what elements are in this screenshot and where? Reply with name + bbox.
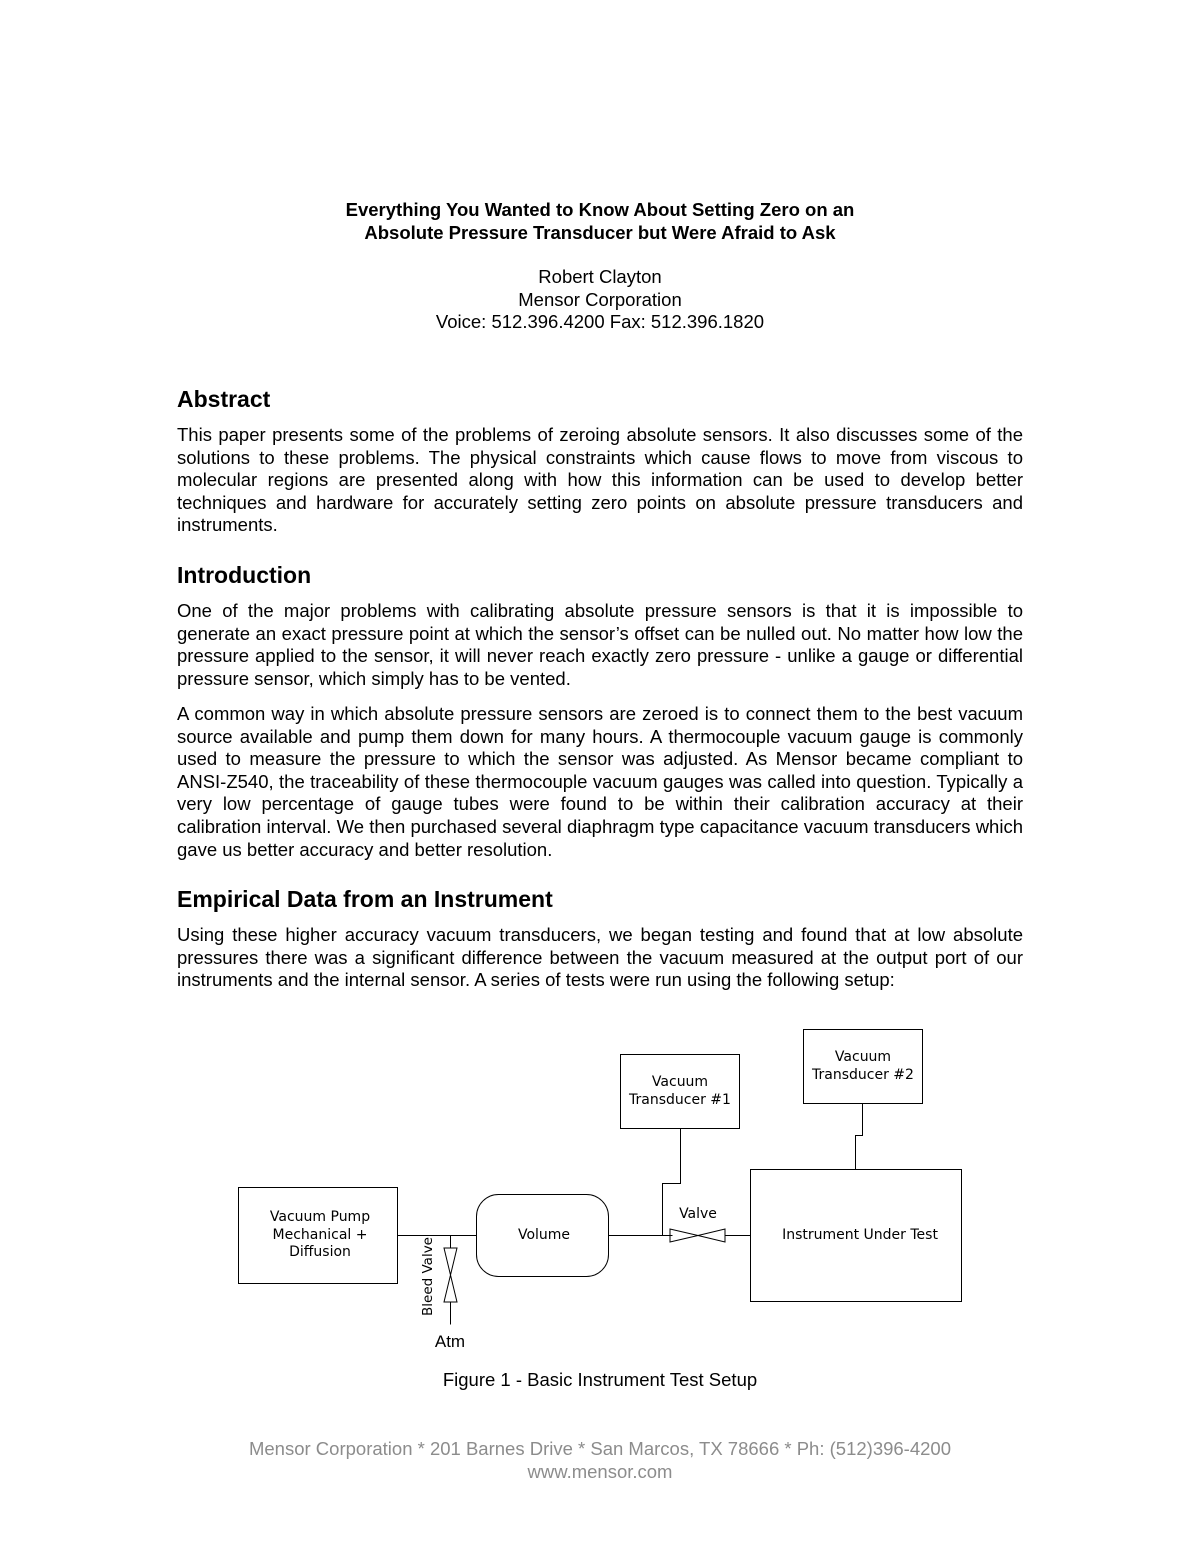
volume-label: Volume: [517, 1227, 571, 1243]
abstract-text: This paper presents some of the problems of zeroing absolute sensors. It also discusses some of the solutions to these problems. The physical constraints which cause flows to move from viscous to molecular regions are presented along with how this information can be used to develop better techniques and hardware for accurately setting zero points on absolute pressure transducers and instruments.: [177, 424, 1023, 536]
transducer-2-label-2: Transducer #2: [812, 1067, 914, 1083]
introduction-heading: Introduction: [177, 562, 312, 588]
pump-label-2: Mechanical +: [272, 1227, 368, 1243]
paper-title: [0, 198, 1200, 244]
figure-caption: Figure 1 - Basic Instrument Test Setup: [442, 1369, 758, 1390]
title-line-1: Everything You Wanted to Know About Setting Zero on an: [345, 199, 855, 220]
empirical-text: Using these higher accuracy vacuum transducers, we began testing and found that at low absolute pressures there was a significant difference between the vacuum measured at the output port of our instruments and the internal sensor. A series of tests were run using the following setup:: [177, 924, 1023, 991]
empirical-heading: Empirical Data from an Instrument: [177, 886, 553, 912]
footer-address: Mensor Corporation * 201 Barnes Drive * San Marcos, TX 78666 * Ph: (512)396-4200: [248, 1438, 951, 1459]
transducer-1-label-2: Transducer #1: [629, 1092, 731, 1108]
page-footer: [0, 1438, 1200, 1483]
valve-right: [698, 1229, 725, 1242]
transducer-1-label-1: Vacuum: [651, 1074, 709, 1090]
abstract-heading: Abstract: [177, 386, 271, 412]
author-contact: Voice: 512.396.4200 Fax: 512.396.1820: [435, 311, 765, 332]
pipe-transducer-1: [663, 1129, 681, 1236]
diagram-svg: [0, 1020, 1200, 1360]
author-block: [0, 266, 1200, 334]
bleed-valve-upper: [444, 1248, 457, 1275]
instrument-label: Instrument Under Test: [782, 1227, 938, 1243]
footer-website: www.mensor.com: [527, 1460, 673, 1482]
pump-label-1: Vacuum Pump: [269, 1209, 371, 1225]
transducer-2-label-1: Vacuum: [834, 1049, 892, 1065]
bleed-valve-lower: [444, 1275, 457, 1302]
atm-label: Atm: [434, 1332, 466, 1351]
bleed-valve-label: Bleed Valve: [420, 1237, 436, 1316]
author-organization: Mensor Corporation: [518, 288, 682, 310]
introduction-paragraph-1: One of the major problems with calibrating absolute pressure sensors is that it is impossible to generate an exact pressure point at which the sensor’s offset can be nulled out. No matter how low the pressure applied to the sensor, it will never reach exactly zero pressure - unlike a gauge or differential pressure sensor, which simply has to be vented.: [177, 600, 1023, 689]
pump-label-3: Diffusion: [289, 1244, 351, 1260]
pipe-transducer-2: [856, 1104, 863, 1170]
introduction-paragraph-2: A common way in which absolute pressure sensors are zeroed is to connect them to the best vacuum source available and pump them down for many hours. A thermocouple vacuum gauge is commonly used to measure the pressure to which the sensor was adjusted. As Mensor became compliant to ANSI-Z540, the traceability of these thermocouple vacuum gauges was called into question. Typically a very low percentage of gauge tubes were found to be within their calibration accuracy at their calibration interval. We then purchased several diaphragm type capacitance vacuum transducers which gave us better accuracy and better resolution.: [177, 703, 1023, 860]
title-line-2: Absolute Pressure Transducer but Were Afraid to Ask: [364, 222, 836, 243]
valve-left: [670, 1229, 698, 1242]
valve-label: Valve: [679, 1206, 717, 1222]
author-name: Robert Clayton: [538, 266, 662, 287]
test-setup-diagram: [0, 1020, 1200, 1360]
